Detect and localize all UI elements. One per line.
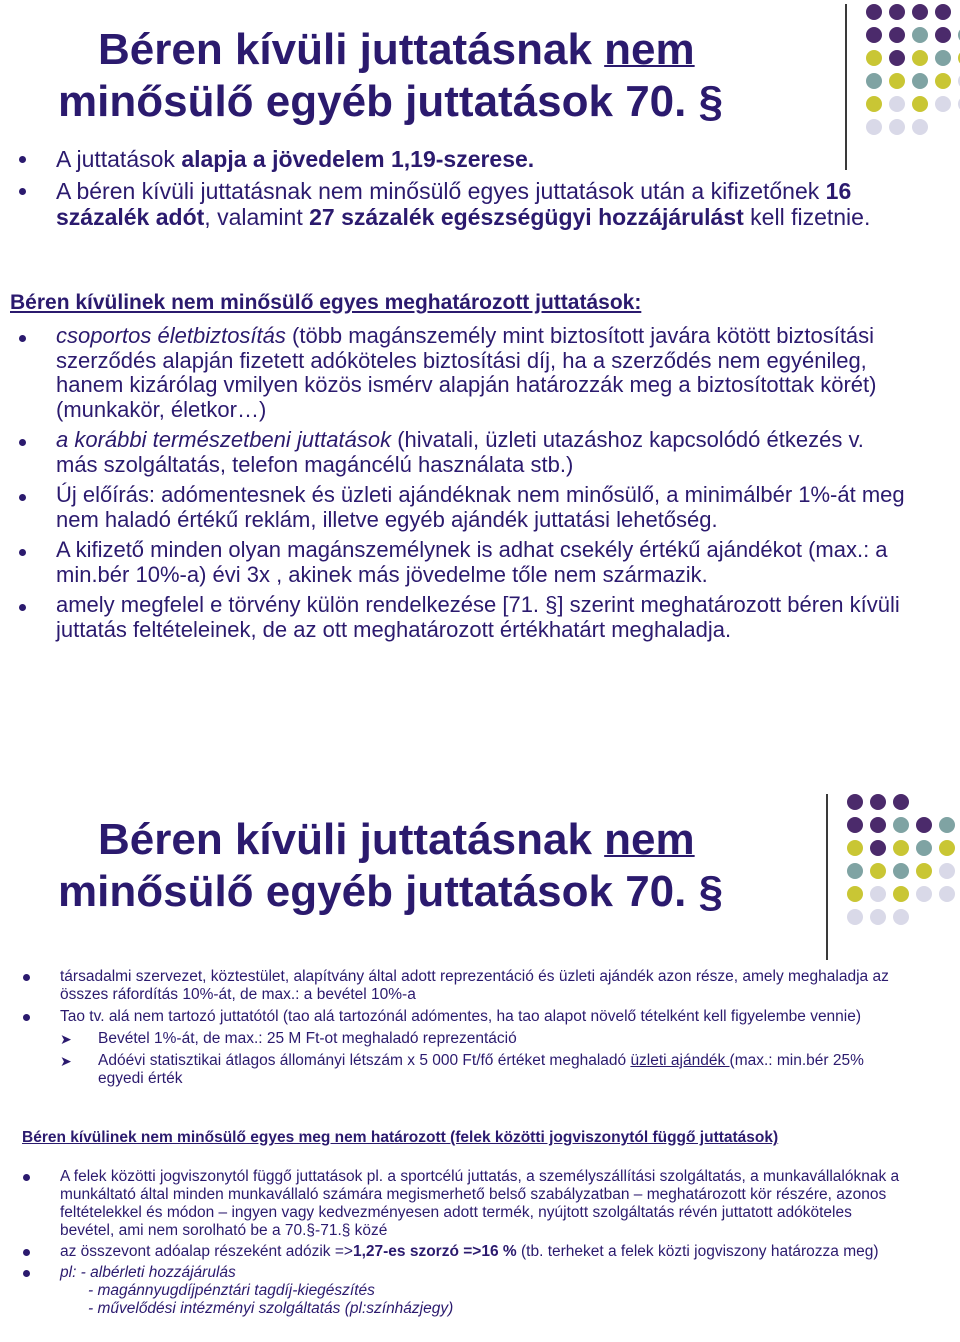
- decor-dot: [847, 863, 863, 879]
- decor-dot: [870, 794, 886, 810]
- decor-dot: [912, 27, 928, 43]
- decor-dot: [939, 863, 955, 879]
- decor-dot: [893, 817, 909, 833]
- list-item: az összevont adóalap részeként adózik =>1,27-es szorzó =>16 % (tb. terheket a felek közti jogviszony határozza meg): [14, 1243, 904, 1261]
- decor-dot: [889, 119, 905, 135]
- decor-dot: [893, 909, 909, 925]
- decor-dot-grid: [847, 794, 955, 925]
- arrow-bullet-icon: ➤: [60, 1053, 72, 1069]
- sub-list: [60, 1030, 894, 1088]
- decor-dot: [889, 4, 905, 20]
- decor-dot: [889, 73, 905, 89]
- list-item: A béren kívüli juttatásnak nem minősülő egyes juttatások után a kifizetőnek 16 százalék adót, valamint 27 százalék egészségügyi hozzájárulást kell fizetnie.: [10, 178, 910, 230]
- decor-dot: [847, 840, 863, 856]
- slide-2: [0, 790, 960, 1342]
- list-item: csoportos életbiztosítás (több magánszemély mint biztosított javára kötött biztosítási szerződés alapján fizetett adóköteles biztosítási díj, ha a szerződés nem egyénileg, hanem kizárólag vmilyen közös ismérv alapján határozzák meg a biztosítottak körét)(munkakör, életkor…): [10, 324, 910, 422]
- list-item: A kifizető minden olyan magánszemélynek is adhat csekély értékű ajándékot (max.: a min.bér 10%-a) évi 3x , akinek más jövedelme tőle nem származik.: [10, 538, 910, 587]
- decor-dot: [866, 119, 882, 135]
- list-item: Új előírás: adómentesnek és üzleti ajándéknak nem minősülő, a minimálbér 1%-át meg nem haladó értékű reklám, illetve egyéb ajándék juttatási lehetőség.: [10, 483, 910, 532]
- decor-dot: [847, 817, 863, 833]
- sub-list-item: ➤ Bevétel 1%-át, de max.: 25 M Ft-ot meghaladó reprezentáció: [60, 1030, 517, 1047]
- decor-dot: [866, 73, 882, 89]
- arrow-bullet-icon: ➤: [60, 1031, 72, 1047]
- title-underline-nem: nem: [604, 25, 695, 74]
- decor-dot: [870, 909, 886, 925]
- decor-dot: [889, 27, 905, 43]
- decor-dot: [866, 27, 882, 43]
- decor-dot: [935, 50, 951, 66]
- decor-dot: [912, 119, 928, 135]
- list-item: társadalmi szervezet, köztestület, alapítvány által adott reprezentáció és üzleti ajándék azon része, amely meghaladja az összes ráfordítás 10%-át, de max.: a bevétel 10%-a: [14, 968, 894, 1004]
- decor-dot: [866, 96, 882, 112]
- divider-line: [826, 794, 828, 960]
- decor-dot: [935, 4, 951, 20]
- decor-dot: [847, 886, 863, 902]
- decor-dot: [935, 73, 951, 89]
- decor-dot: [939, 840, 955, 856]
- decor-dot: [870, 886, 886, 902]
- decor-dot: [870, 840, 886, 856]
- decor-dot: [893, 863, 909, 879]
- list-item: pl: - albérleti hozzájárulás - magánnyugdíjpénztári tagdíj-kiegészítés - művelődési intézményi szolgáltatás (pl:színházjegy): [14, 1264, 904, 1318]
- decor-dot: [912, 73, 928, 89]
- decor-dot: [893, 840, 909, 856]
- list-item: A juttatások alapja a jövedelem 1,19-szerese.: [10, 146, 910, 172]
- section-header: Béren kívülinek nem minősülő egyes meg nem határozott (felek közötti jogviszonytól függő juttatások): [22, 1129, 779, 1146]
- title-underline-nem: nem: [604, 815, 695, 864]
- slide2-title: Béren kívüli juttatásnak nem minősülő egyéb juttatások 70. §: [58, 815, 724, 916]
- decor-dot: [912, 50, 928, 66]
- decor-dot: [893, 794, 909, 810]
- representation-bullets: [14, 968, 894, 1092]
- benefit-bullets: [10, 324, 910, 648]
- decor-dot: [912, 4, 928, 20]
- decor-dot: [866, 4, 882, 20]
- decor-dot: [889, 96, 905, 112]
- decor-dot: [912, 96, 928, 112]
- decor-dot-grid: [866, 4, 960, 135]
- decor-dot: [916, 886, 932, 902]
- slide1-title: Béren kívüli juttatásnak nem minősülő egyéb juttatások 70. §: [58, 25, 724, 126]
- decor-dot: [916, 817, 932, 833]
- decor-dot: [870, 817, 886, 833]
- decor-dot: [847, 794, 863, 810]
- decor-dot: [939, 886, 955, 902]
- decor-dot: [939, 817, 955, 833]
- decor-dot: [935, 96, 951, 112]
- list-item: A felek közötti jogviszonytól függő juttatások pl. a sportcélú juttatás, a személyszállítási szolgáltatás, a munkavállalóknak a munkáltató által minden munkavállaló számára megismerhető belső szabályzatban – meghatározott kör részére, azonos feltételekkel és módon – ingyen vagy kedvezményesen adott termék, nyújtott szolgáltatás révén juttatott adóköteles bevétel, ami nem sorolható be a 70.§-71.§ közé: [14, 1168, 904, 1240]
- list-item: amely megfelel e törvény külön rendelkezése [71. §] szerint meghatározott béren kívüli juttatás feltételeinek, de az ott meghatározott értékhatárt meghaladja.: [10, 593, 910, 642]
- decor-dot: [870, 863, 886, 879]
- decor-dot: [889, 50, 905, 66]
- decor-dot: [893, 886, 909, 902]
- intro-bullets: [10, 146, 910, 236]
- decor-dot: [916, 863, 932, 879]
- decor-dot: [866, 50, 882, 66]
- sub-list-item: ➤ Adóévi statisztikai átlagos állományi létszám x 5 000 Ft/fő értéket meghaladó üzleti ajándék (max.: min.bér 25% egyedi érték: [60, 1052, 864, 1087]
- undetermined-bullets: [14, 1168, 904, 1321]
- list-item: Tao tv. alá nem tartozó juttatótól (tao alá tartozónál adómentes, ha tao alapot növelő tételként kell figyelembe vennie) ➤ Bevétel 1%-át, de max.: 25 M Ft-ot meghaladó reprezentáció ➤ Adóévi statisztikai átlagos állományi létszám x 5 000 Ft/fő értéket meghaladó üzleti ajándék (max.: min.bér 25% egyedi érték: [14, 1008, 894, 1088]
- section-header: Béren kívülinek nem minősülő egyes meghatározott juttatások:: [10, 291, 642, 314]
- decor-dot: [847, 909, 863, 925]
- list-item: a korábbi természetbeni juttatások (hivatali, üzleti utazáshoz kapcsolódó étkezés v. más szolgáltatás, telefon magáncélú használata stb.): [10, 428, 910, 477]
- decor-dot: [916, 840, 932, 856]
- decor-dot: [935, 27, 951, 43]
